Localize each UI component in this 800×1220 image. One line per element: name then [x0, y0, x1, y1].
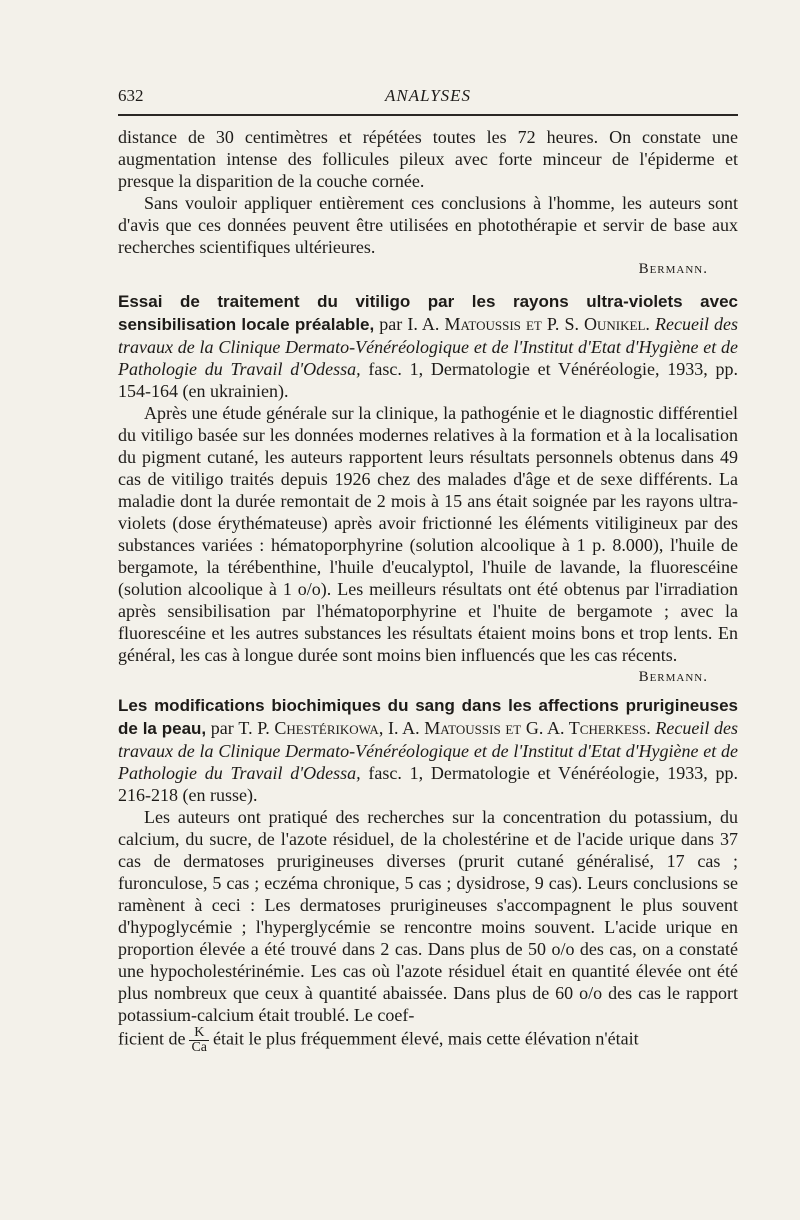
text-fragment: était le plus fréquemment élevé, mais cette élévation n'était	[213, 1028, 639, 1049]
page-body	[118, 126, 738, 1055]
reviewer-signature: Bermann.	[638, 261, 708, 277]
page-header	[118, 84, 738, 116]
fraction	[189, 1026, 209, 1055]
running-title: ANALYSES	[384, 86, 472, 105]
journal-name: Recueil des travaux de la Clinique Dermato-Vénéréologique et de l'Institut d'Etat d'Hygiène et de Pathologie du Travail d'Odessa,	[118, 314, 738, 379]
article-citation	[118, 290, 738, 402]
reviewer-signature: Bermann.	[638, 669, 708, 685]
citation-reference: fasc. 1, Dermatologie et Vénéréologie, 1933, pp. 216-218 (en russe).	[118, 763, 738, 805]
fraction-denominator: Ca	[191, 1040, 208, 1055]
fraction-numerator: K	[189, 1026, 209, 1041]
journal-name: Recueil des travaux de la Clinique Dermato-Vénéréologique et de l'Institut d'Etat d'Hygiène et de Pathologie du Travail d'Odessa,	[118, 718, 739, 783]
paragraph: Les auteurs ont pratiqué des recherches sur la concentration du potassium, du calcium, du sucre, de l'azote résiduel, de la cholestérine et de l'acide urique dans 37 cas de dermatoses prurigineuses diverses (prurit cutané généralisé, 17 cas ; furonculose, 5 cas ; eczéma chronique, 5 cas ; dysidrose, 9 cas). Leurs conclusions se ramènent à ceci : Les dermatoses prurigineuses s'accompagnent le plus souvent d'hypoglycémie ; l'hyperglycémie se rencontre moins souvent. L'acide urique en proportion élevée a été trouvé dans 2 cas. Dans plus de 50 o/o des cas, on a constaté une hypocholestérinémie. Les cas où l'azote résiduel était en quantité élevée ont été plus nombreux que ceux à quantité abaissée. Dans plus de 60 o/o des cas le rapport potassium-calcium était troublé. Le coef-	[118, 807, 738, 1025]
citation-by: par	[374, 314, 408, 334]
text-fragment: ficient de	[118, 1028, 186, 1049]
page-number: 632	[118, 86, 144, 105]
paragraph-last-line	[118, 1026, 738, 1055]
citation-reference: fasc. 1, Dermatologie et Vénéréologie, 1933, pp. 154-164 (en ukrainien).	[118, 359, 738, 401]
article-authors: T. P. Chestérikowa, I. A. Matoussis et G. A. Tcherkess.	[238, 718, 651, 738]
paragraph: Après une étude générale sur la clinique, la pathogénie et le diagnostic différentiel du vitiligo basée sur les données modernes relatives à la formation et à la localisation du pigment cutané, les auteurs rapportent leurs résultats personnels obtenus dans 49 cas de vitiligo traités depuis 1926 chez des malades d'âge et de sexe différents. La maladie dont la durée remontait de 2 mois à 15 ans était soignée par les rayons ultra-violets (dose érythémateuse) après avoir frictionné les éléments vitiligineux par des substances variées : hématoporphyrine (solution alcoolique à 1 p. 8.000), l'huile de bergamote, la térébenthine, l'huile d'eucalyptol, l'huile de lavande, la fluorescéine (solution alcoolique à 1 o/o). Les meilleurs résultats ont été obtenus par l'irradiation après sensibilisation par l'hématoporphyrine et l'huite de bergamote ; avec la fluorescéine et les autres substances les résultats étaient moins bons et trop lents. En général, les cas à longue durée sont moins bien influencés que les cas récents.	[118, 403, 738, 665]
article-title: Essai de traitement du vitiligo par les rayons ultra-violets avec sensibilisation locale préalable,	[118, 292, 738, 334]
article-citation	[118, 694, 738, 806]
article-authors: I. A. Matoussis et P. S. Ounikel.	[407, 314, 650, 334]
paragraph: distance de 30 centimètres et répétées toutes les 72 heures. On constate une augmentation intense des follicules pileux avec forte minceur de l'épiderme et presque la disparition de la couche cornée.	[118, 127, 738, 191]
article-title: Les modifications biochimiques du sang dans les affections prurigineuses de la peau,	[118, 696, 738, 738]
paragraph: Sans vouloir appliquer entièrement ces conclusions à l'homme, les auteurs sont d'avis que ces données peuvent être utilisées en photothérapie et servir de base aux recherches scientifiques ultérieures.	[118, 193, 738, 257]
citation-by: par	[206, 718, 239, 738]
